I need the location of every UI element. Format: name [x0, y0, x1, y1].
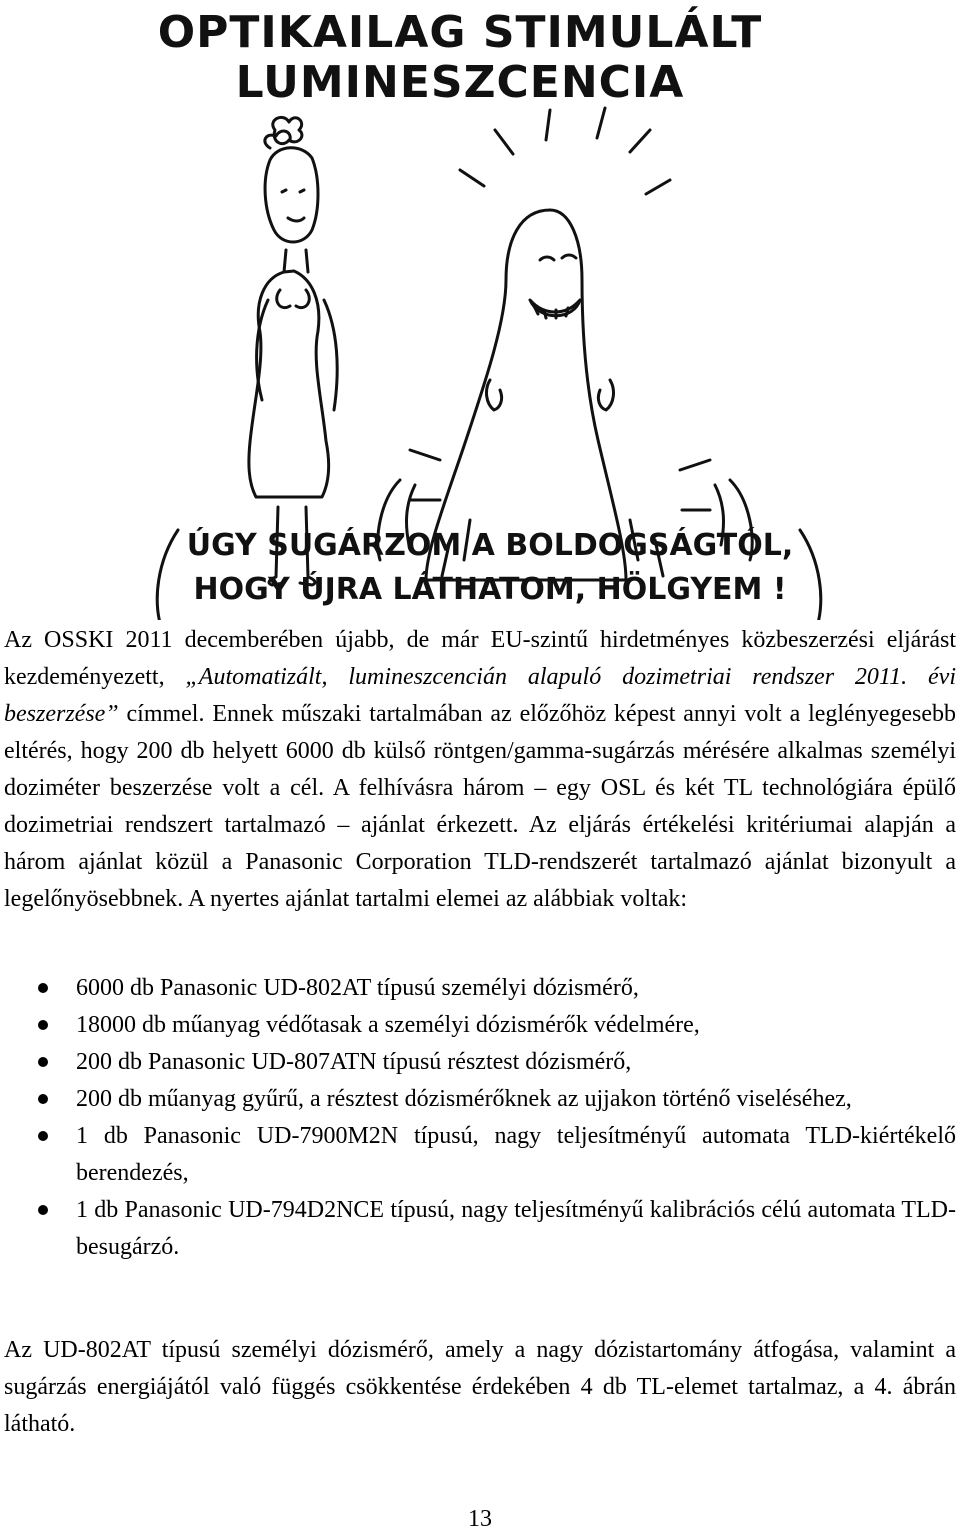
list-item: 1 db Panasonic UD-7900M2N típusú, nagy teljesítményű automata TLD-kiértékelő berendezés,	[0, 1118, 956, 1192]
caption-line1: ÚGY SUGÁRZOM A BOLDOGSÁGTÓL,	[186, 528, 794, 563]
paragraph-intro-part1: Az OSSKI 2011 decemberében újabb, de már EU-szintű hirdetményes közbeszerzési eljárást kezdeményezett,	[4, 627, 956, 690]
caption-line2: HOGY ÚJRA LÁTHATOM, HÖLGYEM !	[193, 572, 787, 607]
offer-items-list	[0, 970, 956, 1266]
bullet-icon	[38, 1205, 48, 1215]
woman-figure	[249, 117, 337, 585]
list-item: 1 db Panasonic UD-794D2NCE típusú, nagy teljesítményű kalibrációs célú automata TLD-besugárzó.	[0, 1192, 956, 1266]
bullet-icon	[38, 1020, 48, 1030]
list-item: 6000 db Panasonic UD-802AT típusú személyi dózismérő,	[0, 970, 956, 1007]
bullet-icon	[38, 1094, 48, 1104]
bullet-icon	[38, 1131, 48, 1141]
cartoon-title-line1: OPTIKAILAG STIMULÁLT	[157, 7, 763, 58]
cartoon-caption	[170, 524, 810, 612]
paragraph-intro	[4, 622, 956, 918]
cartoon-title	[150, 8, 770, 108]
list-item: 18000 db műanyag védőtasak a személyi dózismérők védelmére,	[0, 1007, 956, 1044]
bullet-icon	[38, 983, 48, 993]
tender-title: „Automatizált, lumineszcencián alapuló dozimetriai rendszer 2011. évi beszerzése”	[4, 664, 956, 727]
paragraph-intro-part2: címmel. Ennek műszaki tartalmában az előzőhöz képest annyi volt a leglényegesebb eltérés, hogy 200 db helyett 6000 db külső röntgen/gamma-sugárzás mérésére alkalmas személyi doziméter beszerzése volt a cél. A felhívásra három – egy OSL és két TL technológiára épülő dozimetriai rendszert tartalmazó – ajánlat érkezett. Az eljárás értékelési kritériumai alapján a három ajánlat közül a Panasonic Corporation TLD-rendszerét tartalmazó ajánlat bizonyult a legelőnyösebbnek. A nyertes ajánlat tartalmi elemei az alábbiak voltak:	[4, 701, 956, 912]
list-item: 200 db Panasonic UD-807ATN típusú résztest dózismérő,	[0, 1044, 956, 1081]
paragraph-dosimeter: Az UD-802AT típusú személyi dózismérő, amely a nagy dózistartomány átfogása, valamint a sugárzás energiájától való függés csökkentése érdekében 4 db TL-elemet tartalmaz, a 4. ábrán látható.	[4, 1337, 956, 1437]
glowing-figure	[378, 108, 752, 580]
list-item: 200 db műanyag gyűrű, a résztest dózismérőknek az ujjakon történő viseléséhez,	[0, 1081, 956, 1118]
bullet-icon	[38, 1057, 48, 1067]
cartoon-title-line2: LUMINESZCENCIA	[235, 57, 685, 108]
page-number: 13	[468, 1506, 492, 1532]
